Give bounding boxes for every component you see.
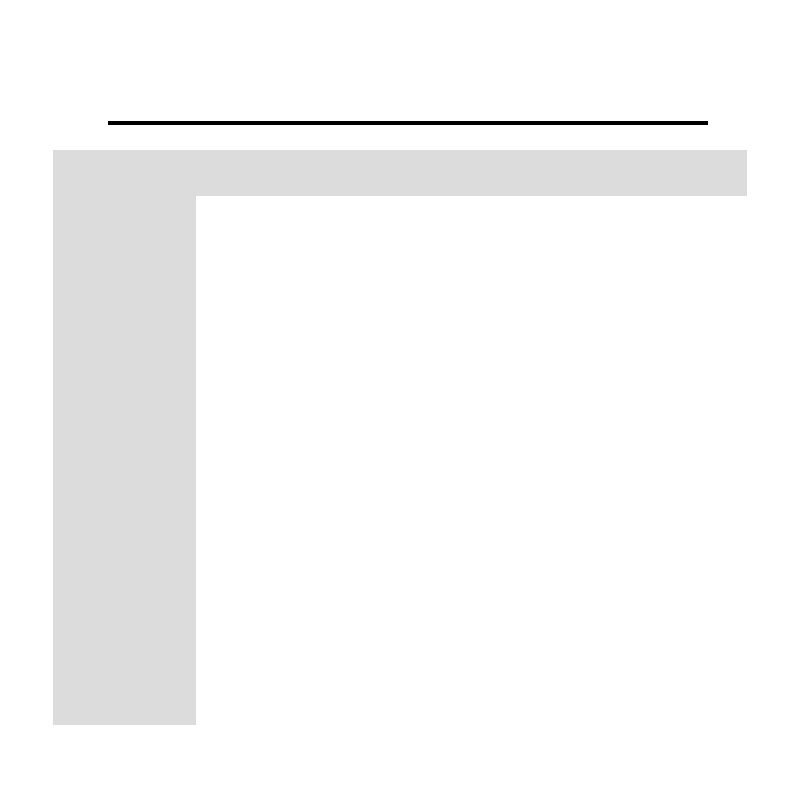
column-header-background [196,196,747,247]
size-column-background [53,247,196,725]
title-underline [108,121,708,125]
